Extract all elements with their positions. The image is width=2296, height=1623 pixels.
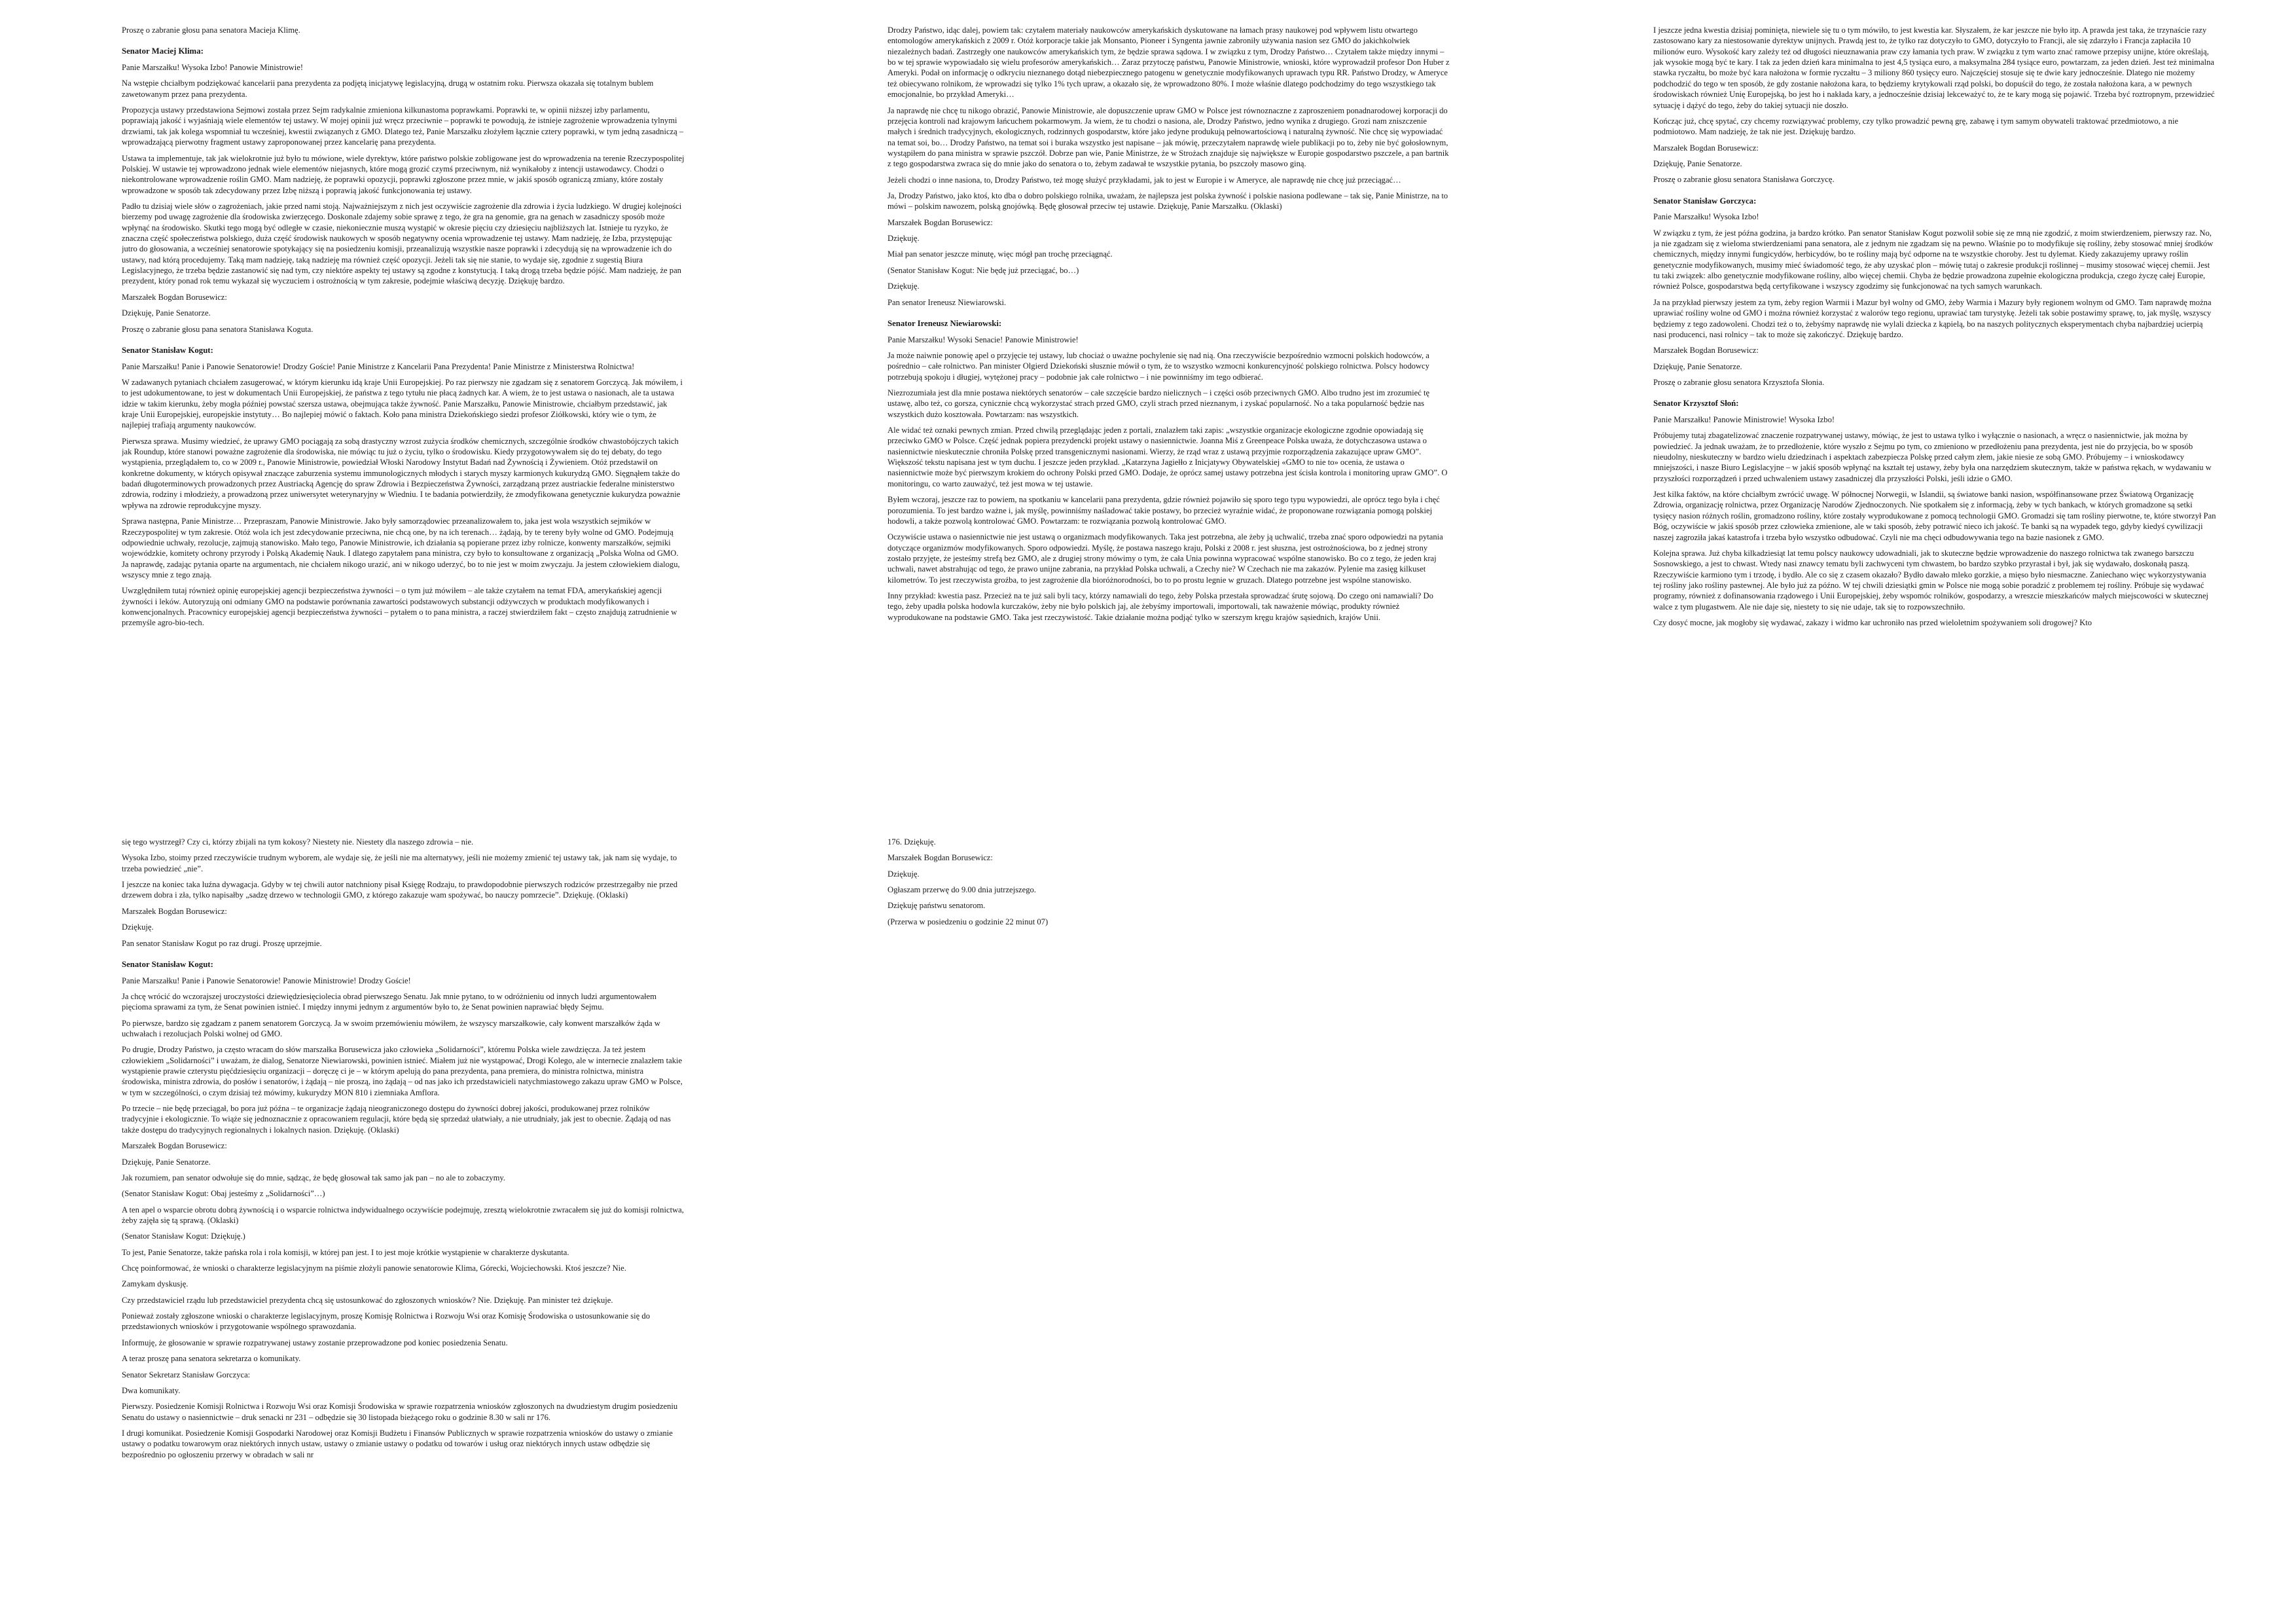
paragraph: Zamykam dyskusję. <box>122 1279 188 1289</box>
page-column-4 <box>122 837 685 1616</box>
page-column-2 <box>888 25 1450 797</box>
paragraph: Miał pan senator jeszcze minutę, więc mógł pan trochę przeciągnąć. <box>888 249 1113 259</box>
paragraph: (Senator Stanisław Kogut: Dziękuję.) <box>122 1231 245 1241</box>
paragraph: Pierwszy. Posiedzenie Komisji Rolnictwa i Rozwoju Wsi oraz Komisji Środowiska w sprawie rozpatrzenia wniosków zgłoszonych na dwudziestym drugim posiedzeniu Senatu do ustawy o nasiennictwie – druk senacki nr 231 – odbędzie się 30 listopada bieżącego roku o godzinie 8.30 w sali nr 176. <box>122 1402 678 1422</box>
paragraph: Panie Marszałku! Panowie Ministrowie! Wysoka Izbo! <box>1653 414 1835 424</box>
speaker-heading: Senator Stanisław Kogut: <box>122 959 213 969</box>
paragraph: To jest, Panie Senatorze, także pańska rola i rola komisji, w której pan jest. I to jest moje krótkie wystąpienie w charakterze dyskutanta. <box>122 1247 569 1257</box>
paragraph: I drugi komunikat. Posiedzenie Komisji Gospodarki Narodowej oraz Komisji Budżetu i Finansów Publicznych w sprawie rozpatrzenia wniosków do ustawy o zmianie ustawy o podatku towarowym oraz niektórych innych ustaw, ustawy o zmianie ustawy o podatku od towarów i usług oraz niektórych innych ustaw odbędzie się bezpośrednio po ogłoszeniu przerwy w obradach w sali nr <box>122 1429 673 1459</box>
paragraph: Panie Marszałku! Wysoka Izbo! <box>1653 212 1759 222</box>
paragraph: Dziękuję, Panie Senatorze. <box>1653 361 1742 371</box>
paragraph: Dwa komunikaty. <box>122 1385 181 1395</box>
paragraph: Dziękuję. <box>888 282 920 291</box>
paragraph: Dziękuję, Panie Senatorze. <box>122 1157 211 1167</box>
paragraph: Jak rozumiem, pan senator odwołuje się do mnie, sądząc, że będę głosował tak samo jak pan – no ale to zobaczymy. <box>122 1173 506 1182</box>
paragraph: Uwzględniłem tutaj również opinię europejskiej agencji bezpieczeństwa żywności – o tym już mówiłem – ale także czytałem na temat FDA, amerykańskiej agencji żywności i leków. Autoryzują oni odmiany GMO na podstawie porównania zawartości podstawowych substancji odżywczych w produktach modyfikowanych i konwencjonalnych. Pracownicy europejskiej agencji bezpieczeństwa żywności – pytałem o to pana ministra, a raczej stwierdziłem fakt – często znajdują zatrudnienie w przemyśle agro-bio-tech. <box>122 586 677 628</box>
paragraph: Ja może naiwnie ponowię apel o przyjęcie tej ustawy, lub chociaż o uważne pochylenie się nad nią. Ona rzeczywiście bezpośrednio wzmocni polskich hodowców, a pośrednio – całe rolnictwo. Pan minister Olgierd Dziekoński słusznie mówił o tym, że to wszystko wzmocni konkurencyjność polskiego rolnictwa. Polscy hodowcy potrzebują spokoju i długiej, wytężonej pracy – podobnie jak całe rolnictwo – i nie powinniśmy im tego odbierać. <box>888 350 1429 382</box>
paragraph: Jeżeli chodzi o inne nasiona, to, Drodzy Państwo, też mogę służyć przykładami, jak to jest w Europie i w Ameryce, ale naprawdę nie chcę już przeciągać… <box>888 175 1401 185</box>
paragraph: (Senator Stanisław Kogut: Nie będę już przeciągać, bo…) <box>888 265 1079 275</box>
page-column-1 <box>122 25 685 797</box>
paragraph: Ogłaszam przerwę do 9.00 dnia jutrzejszego. <box>888 885 1036 895</box>
paragraph: Czy przedstawiciel rządu lub przedstawiciel prezydenta chcą się ustosunkować do zgłoszonych wniosków? Nie. Dziękuję. Pan minister też dziękuje. <box>122 1295 613 1305</box>
paragraph: Pan senator Ireneusz Niewiarowski. <box>888 297 1007 307</box>
paragraph: Padło tu dzisiaj wiele słów o zagrożeniach, jakie przed nami stoją. Najważniejszym z nich jest oczywiście zagrożenie dla zdrowia i życia ludzkiego. W drugiej kolejności bierzemy pod uwagę zagrożenie dla środowiska zwierzęcego. Doskonale zdajemy sobie sprawę z tego, że gra na genomie, gra na genach w zasadniczy sposób może wpłynąć na środowisko. Skutki tego mogą być odległe w czasie, niekoniecznie muszą wystąpić w okresie pięciu czy dziesięciu najbliższych lat. Istnieje tu ryzyko, że znaczna część społeczeństwa polskiego, duża część środowisk naukowych w sposób negatywny ocenia wprowadzenie tej ustawy. Mam nadzieję, że Izba, przystępując jutro do głosowania, a wcześniej senatorowie spotykający się na posiedzeniu komisji, przeanalizują wszystkie nasze poprawki i zdecydują się na wprowadzenie ich do ustawy, nad którą procedujemy. Taką mam nadzieję, taką nadzieję ma również część opozycji. Jeżeli tak się nie stanie, to wydaje się, zgodnie z sugestią Biura Legislacyjnego, że trzeba będzie zastanowić się nad tym, czy niektóre aspekty tej ustawy są zgodne z konstytucją. I taką drogą trzeba będzie pójść. Mam nadzieję, że pan prezydent, który ponad rok temu wykazał się wyczuciem i ostrożnością w tym zakresie, podejmie właściwą decyzję. Dziękuję bardzo. <box>122 201 682 286</box>
paragraph: Byłem wczoraj, jeszcze raz to powiem, na spotkaniu w kancelarii pana prezydenta, gdzie również pojawiło się sporo tego typu wypowiedzi, ale oprócz tego była i chęć porozumienia. To jest bardzo ważne i, jak myślę, powinniśmy naśladować takie postawy, bo przecież wyraźnie widać, że proponowane rozwiązania pomogą polskiej hodowli, a także pozwolą kontrolować GMO. Powtarzam: te rozwiązania pozwolą kontrolować GMO. <box>888 495 1440 526</box>
paragraph: Oczywiście ustawa o nasiennictwie nie jest ustawą o organizmach modyfikowanych. Taka jest potrzebna, ale żeby ją uchwalić, trzeba znać sporo odpowiedzi na pytania dotyczące organizmów modyfikowanych. Sporo odpowiedzi. Myślę, że postawa naszego kraju, Polski z 2008 r. jest słuszna, jest ostrożnościowa, bo z jednej strony zostało przyjęte, że jesteśmy strefą bez GMO, ale z drugiej strony mówimy o tym, że cała Unia powinna wypracować wspólne stanowisko. Bo co z tego, że jeden kraj uchwali, nawet abstrahując od tego, że prawo unijne zabrania, na przykład Polska uchwali, a Czechy nie? W Czechach nie ma zakazów. Pylenie ma zasięg kilkuset kilometrów. To jest rzeczywista groźba, to jest zagrożenie dla bioróżnorodności, bo to po prostu legnie w gruzach. Dlatego potrzebne jest wspólne stanowisko. <box>888 532 1443 585</box>
paragraph: Dziękuję. <box>888 869 920 879</box>
paragraph: Sprawa następna, Panie Ministrze… Przepraszam, Panowie Ministrowie. Jako były samorządowiec przeanalizowałem to, jaka jest wola wszystkich sejmików w Rzeczypospolitej w tym zakresie. Otóż wola ich jest zdecydowanie przeciwna, nie chcą one, by na ich terenach… żądają, by te tereny były wolne od GMO. Podejmują odpowiednie uchwały, rezolucje, zajmują stanowisko. Mało tego, Panowie Ministrowie, ich działania są popierane przez izby rolnicze, konwenty marszałków, sejmiki wojewódzkie, komitety ochrony przyrody i Polską Akademię Nauk. I dlatego zapytałem pana ministra, czy było to konsultowane z organizacją „Polska Wolna od GMO. Ja naprawdę, zadając pytania oparte na argumentach, nie chciałem nikogo urazić, ani w nikogo uderzyć, bo to nie jest w moim zwyczaju. Ja jestem człowiekiem dialogu, wszyscy mnie z tego znają. <box>122 517 680 579</box>
paragraph: Pan senator Stanisław Kogut po raz drugi. Proszę uprzejmie. <box>122 938 322 948</box>
speaker-heading: Senator Krzysztof Słoń: <box>1653 399 1739 409</box>
paragraph: Chcę poinformować, że wnioski o charakterze legislacyjnym na piśmie złożyli panowie senatorowie Klima, Górecki, Wojciechowski. Ktoś jeszcze? Nie. <box>122 1264 626 1273</box>
paragraph: Marszałek Bogdan Borusewicz: <box>888 853 993 863</box>
paragraph: Panie Marszałku! Wysoka Izbo! Panowie Ministrowie! <box>122 62 304 72</box>
paragraph: Proszę o zabranie głosu senatora Krzysztofa Słonia. <box>1653 377 1825 387</box>
paragraph: Marszałek Bogdan Borusewicz: <box>1653 346 1759 356</box>
paragraph: Proszę o zabranie głosu senatora Stanisława Gorczycę. <box>1653 175 1835 185</box>
paragraph: A teraz proszę pana senatora sekretarza o komunikaty. <box>122 1354 301 1364</box>
paragraph: Ja na przykład pierwszy jestem za tym, żeby region Warmii i Mazur był wolny od GMO, żeby Warmia i Mazury były regionem wolnym od GMO. Tam naprawdę można uprawiać rośliny wolne od GMO i można również korzystać z walorów tego regionu, uprawiać tam turystykę. Jeżeli tak sobie postawimy sprawę, to, jak myślę, wszyscy będziemy z tego zadowoleni. Chodzi też o to, żebyśmy naprawdę nie wylali dziecka z kąpielą, bo na naszych politycznych eksperymentach chyba najbardziej ucierpią nasi producenci, nasi rolnicy – tak to może się zakończyć. Dziękuję bardzo. <box>1653 297 2212 339</box>
paragraph: Jest kilka faktów, na które chciałbym zwrócić uwagę. W północnej Norwegii, w Islandii, są światowe banki nasion, współfinansowane przez Światową Organizację Zdrowia, organizację rolnictwa, przez Organizację Narodów Zjednoczonych. Nie spotkałem się z informacją, żeby w tych bankach, w których gromadzone są setki tysięcy nasion różnych roślin, gromadzono rośliny, które zostały wyprodukowane z pomocą technologii GMO. Gromadzi się tam rośliny pierwotne, te, które stworzył Pan Bóg, oczywiście w jakiś sposób przez człowieka zmienione, ale w taki sposób, żeby potrawić nieco ich jakość. Te banki są na wypadek tego, gdyby kiedyś cywilizacji naszej zagroziła jakaś katastrofa i trzeba było wszystko odbudować. Czyli nie ma chęci odbudowywania tego na bazie nasionek z GMO. <box>1653 490 2216 542</box>
paragraph: Senator Sekretarz Stanisław Gorczyca: <box>122 1370 251 1379</box>
paragraph: W zadawanych pytaniach chciałem zasugerować, w którym kierunku idą kraje Unii Europejskiej. Po raz pierwszy nie zgadzam się z senatorem Gorczycą. Jak mówiłem, i to jest udokumentowane, to jest w dokumentach Unii Europejskiej, że państwa z tego tytułu nie płacą żadnych kar. A wiem, że to jest ustawa o nasionach, ale ta ustawa idzie w takim kierunku, żeby mogła później powstać szersza ustawa, obejmująca także żywność. Panie Marszałku, Panowie Ministrowie, chciałbym przedstawić, jak kraje Unii Europejskiej, europejskie instytuty… Bo najlepiej mówić o faktach. Koło pana ministra Dziekońskiego siedzi profesor Ziółkowski, który wie o tym, że najlepiej trafiają argumenty naukowców. <box>122 377 683 430</box>
paragraph: Dziękuję, Panie Senatorze. <box>122 308 211 318</box>
paragraph: Inny przykład: kwestia pasz. Przecież na te już sali byli tacy, którzy namawiali do tego, żeby Polska przestała sprowadzać śrutę sojową. Do czego oni namawiali? Do tego, żeby upadła polska hodowla kurczaków, żeby nie było polskich jaj, ale żebyśmy importowali, importowali, tak naważenie mówiąc, produkty również wyprodukowane na podstawie GMO. Taka jest rzeczywistość. Takie działanie można podjąć tylko w szerszym kręgu krajów sąsiednich, krajów Unii. <box>888 591 1433 622</box>
paragraph: Panie Marszałku! Wysoki Senacie! Panowie Ministrowie! <box>888 335 1079 344</box>
paragraph: Próbujemy tutaj zbagatelizować znaczenie rozpatrywanej ustawy, mówiąc, że jest to ustawa tylko i wyłącznie o nasionach, a wręcz o nasiennictwie, jak można by powiedzieć. Ja jednak uważam, że to przedłożenie, które wyszło z Sejmu po tym, co zmieniono w przedłożeniu pana prezydenta, jest nie do przyjęcia, bo w sposób nieudolny, nieskuteczny w bardzo wielu dziedzinach i aspektach zabezpiecza Polskę przed całym złem, jakie niesie ze sobą GMO. Próbujemy – i wnioskodawcy mniejszości, i nasze Biuro Legislacyjne – w jakiś sposób wpłynąć na kształt tej ustawy, żeby była ona narzędziem skutecznym, także w państwa rękach, w wydawaniu w przyszłości rozporządzeń i przed uchwaleniem ustawy zasadniczej dla przyszłości Polski, jeśli idzie o GMO. <box>1653 431 2212 483</box>
page-column-5 <box>888 837 1450 1099</box>
paragraph: Proszę o zabranie głosu pana senatora Macieja Klimę. <box>122 26 300 35</box>
paragraph: (Senator Stanisław Kogut: Obaj jesteśmy z „Solidarności”…) <box>122 1189 325 1199</box>
paragraph: Ja naprawdę nie chcę tu nikogo obrazić, Panowie Ministrowie, ale dopuszczenie upraw GMO w Polsce jest równoznaczne z zaproszeniem ponadnarodowej korporacji do przejęcia kontroli nad krajowym łańcuchem pokarmowym. Ja wiem, że tu chodzi o nasiona, ale, Drodzy Państwo, jedno wynika z drugiego. Grozi nam zniszczenie małych i średnich tradycyjnych, ekologicznych, rodzinnych gospodarstw, które jako jedyne produkują pełnowartościową i naturalną żywność. Nie chcę się wypowiadać na temat soi, bo… Drodzy Państwo, na temat soi i buraka wszystko jest napisane – jak mówię, przeczytałem naprawdę wiele publikacji po to, żeby nie być gołosłownym, wystąpiłem do pana ministra w sprawie pszczół. Dobrze pan wie, Panie Ministrze, że w Strożach znajduje się największe w Europie gospodarstwo pszczele, a pan bartnik z tego gospodarstwa zwraca się do mnie jako do senatora o to, żebym zadawał te wszystkie pytania, bo pszczoły masowo giną. <box>888 105 1449 169</box>
paragraph: Kolejna sprawa. Już chyba kilkadziesiąt lat temu polscy naukowcy udowadniali, jak to skuteczne będzie wprowadzenie do naszego rolnictwa tak zwanego barszczu Sosnowskiego, a jest to chwast. Wtedy nasi znawcy tematu byli zachwyceni tym chwastem, bo bardzo szybko przyrastał i był, jak się wydawało, doskonałą paszą. Rzeczywiście karmiono tym i trzodę, i bydło. Ale co się z czasem okazało? Bydło dawało mleko gorzkie, a mięso było niesmaczne. Zaniechano więc wykorzystywania tej rośliny jako rośliny pastewnej. Ale było już za późno. W tej chwili dziesiątki gmin w Polsce nie mogą sobie poradzić z problemem tej rośliny. Próbuje się wydawać programy, również z dofinansowania rządowego i Unii Europejskiej, żeby wspomóc rolników, gospodarzy, a wreszcie mieszkańców małych miejscowości w skutecznej walce z tym plugastwem. Ale nie daje się, niestety to się nie udaje, tak się to rozpowszechniło. <box>1653 548 2209 611</box>
paragraph: Dziękuję. <box>122 922 154 932</box>
paragraph: Ustawa ta implementuje, tak jak wielokrotnie już było tu mówione, wiele dyrektyw, które państwo polskie zobligowane jest do wprowadzenia na terenie Rzeczypospolitej Polskiej. W ustawie tej wprowadzono jednak wiele elementów niejasnych, które mogą grozić czymś przeciwnym, niż wynikałoby z intencji ustawodawcy. Chodzi o niekontrolowane wprowadzenie roślin GMO. Mam nadzieję, że poprawki opozycji, poprawki zgłoszone przez mnie, w jakiś sposób ograniczą zmiany, które zostały wprowadzone w sposób tak zdecydowany przez Izbę niższą i poprawią jakość funkcjonowania tej ustawy. <box>122 153 685 195</box>
paragraph: Panie Marszałku! Panie i Panowie Senatorowie! Drodzy Goście! Panie Ministrze z Kancelarii Pana Prezydenta! Panie Ministrze z Ministerstwa Rolnictwa! <box>122 361 635 371</box>
paragraph: się tego wystrzegł? Czy ci, którzy zbijali na tym kokosy? Niestety nie. Niestety dla naszego zdrowia – nie. <box>122 837 474 847</box>
paragraph: 176. Dziękuję. <box>888 837 936 847</box>
page-column-3 <box>1653 25 2216 797</box>
paragraph: Ja chcę wrócić do wczorajszej uroczystości dziewiędziesięciolecia obrad pierwszego Senatu. Jak mnie pytano, to w odróżnieniu od innych ludzi argumentowałem pięcioma sprawami za tym, że Senat powinien istnieć. I między innymi jednym z argumentów było to, że Senat powinien naprawiać błędy Sejmu. <box>122 991 657 1012</box>
paragraph: Proszę o zabranie głosu pana senatora Stanisława Koguta. <box>122 324 314 334</box>
paragraph: Dziękuję. <box>888 234 920 244</box>
paragraph: I jeszcze na koniec taka luźna dywagacja. Gdyby w tej chwili autor natchniony pisał Księgę Rodzaju, to prawdopodobnie pierwszych rodziców przestrzegałby nie przed drzewem dobra i zła, tylko napisałby „sadzę drzewo w technologii GMO, z którego zakazuje wam spożywać, bo nauczy pomrzecie”. Dziękuję. (Oklaski) <box>122 880 678 900</box>
paragraph: Panie Marszałku! Panie i Panowie Senatorowie! Panowie Ministrowie! Drodzy Goście! <box>122 976 411 985</box>
paragraph: Ponieważ zostały zgłoszone wnioski o charakterze legislacyjnym, proszę Komisję Rolnictwa i Rozwoju Wsi oraz Komisję Środowiska o ustosunkowanie się do przedstawionych wniosków i przygotowanie wspólnego sprawozdania. <box>122 1311 650 1332</box>
paragraph: Ja, Drodzy Państwo, jako ktoś, kto dba o dobro polskiego rolnika, uważam, że najlepsza jest polska żywność i polskie nasiona podlewane – tak się, Panie Ministrze, na to mówi – polskim nawozem, polską gnojówką. Będę głosował przeciw tej ustawie. Dziękuję, Panie Marszałku. (Oklaski) <box>888 191 1448 211</box>
paragraph: Czy dosyć mocne, jak mogłoby się wydawać, zakazy i widmo kar uchroniło nas przed wieloletnim spożywaniem soli drogowej? Kto <box>1653 618 2092 628</box>
speaker-heading: Senator Maciej Klima: <box>122 46 204 56</box>
paragraph: Wysoka Izbo, stoimy przed rzeczywiście trudnym wyborem, ale wydaje się, że jeśli nie ma alternatywy, jeśli nie możemy zmienić tej ustawy tak, jak nam się wydaje, to trzeba powiedzieć „nie”. <box>122 853 677 873</box>
paragraph: I jeszcze jedna kwestia dzisiaj pominięta, niewiele się tu o tym mówiło, to jest kwestia kar. Słyszałem, że kar jeszcze nie było itp. A prawda jest taka, że trzynaście razy zastosowano kary za niestosowanie dyrektyw unijnych. Prawdą jest to, że tylko raz dotyczyło to GMO, dotyczyło to Francji, ale się zdarzyło i Francja zapłaciła 10 milionów euro. Wysokość kary zależy też od długości nieuznawania praw czy łamania tych praw. W związku z tym warto znać ramowe przepisy unijne, które określają, jak wysokie mogą być te kary. I tak za jeden dzień kara minimalna to jest 4,5 tysiąca euro, a maksymalna 284 tysiące euro, powtarzam, za jeden dzień. Jest też minimalna stawka ryczałtu, bo może być kara nałożona w formie ryczałtu – 3 miliony 860 tysięcy euro. Najczęściej stosuje się te dwie kary jednocześnie. Dlatego nie możemy podchodzić do tego w ten sposób, że gdy zostanie nałożona kara, to będziemy krytykowali rząd polski, bo dopuścił do tego, że została nałożona kara, a w pewnych środowiskach również Unię Europejską, bo jest ho i nakłada kary, a jednocześnie dzisiaj lekceważyć to, że te kary mogą się pojawić. Trzeba być roztropnym, przewidzieć sytuację i dążyć do tego, żeby do takiej sytuacji nie doszło. <box>1653 26 2215 110</box>
paragraph: Po trzecie – nie będę przeciągał, bo pora już późna – te organizacje żądają nieograniczonego dostępu do żywności dobrej jakości, produkowanej przez rolników tradycyjnie i ekologicznie. To wiąże się jednoznacznie z opracowaniem regulacji, które będą się sprzedaż ułatwiały, a nie utrudniały, jak jest to obecnie. Żądają od nas także dostępu do tradycyjnych regionalnych i lokalnych nasion. Dziękuję. (Oklaski) <box>122 1104 671 1135</box>
paragraph: A ten apel o wsparcie obrotu dobrą żywnością i o wsparcie rolnictwa indywidualnego oczywiście podejmuję, zresztą wielokrotnie zwracałem się już do komisji rolnictwa, żeby zajęła się tą sprawą. (Oklaski) <box>122 1205 684 1225</box>
paragraph: Marszałek Bogdan Borusewicz: <box>1653 143 1759 153</box>
paragraph: Marszałek Bogdan Borusewicz: <box>122 292 227 302</box>
speaker-heading: Senator Stanisław Kogut: <box>122 345 213 355</box>
paragraph: Marszałek Bogdan Borusewicz: <box>122 906 227 916</box>
paragraph: Dziękuję, Panie Senatorze. <box>1653 158 1742 168</box>
paragraph: W związku z tym, że jest późna godzina, ja bardzo krótko. Pan senator Stanisław Kogut pozwolił sobie się ze mną nie zgodzić, z moim stwierdzeniem, pierwszy raz. No, ja nie zgadzam się z wieloma stwierdzeniami pana senatora, ale z jednym nie zgadzam się na pewno. Właśnie po to modyfikuje się rośliny, żeby stosować mniej środków chemicznych, między innymi fungicydów, herbicydów, bo te rośliny mają być odporne na te wszystkie choroby. Jest tu dylemat. Kiedy zakazujemy uprawy roślin genetycznie modyfikowanych, musimy mieć świadomość tego, że aby uzyskać plon – mówię tutaj o zakresie produkcji roślinnej – musimy stosować więcej chemii. Jest tu taki związek: albo genetycznie modyfikowane rośliny, albo więcej chemii. Chyba że będzie prowadzona zupełnie ekologiczna produkcja, czego życzę całej Europie, również Polsce, gospodarstwa będą certyfikowane i wszyscy zgodzimy się funkcjonować na tych samych warunkach. <box>1653 228 2214 291</box>
paragraph: Informuję, że głosowanie w sprawie rozpatrywanej ustawy zostanie przeprowadzone pod koniec posiedzenia Senatu. <box>122 1338 508 1347</box>
paragraph: Dziękuję państwu senatorom. <box>888 901 986 911</box>
speaker-heading: Senator Stanisław Gorczyca: <box>1653 196 1757 206</box>
paragraph: Na wstępie chciałbym podziękować kancelarii pana prezydenta za podjętą inicjatywę legislacyjną, drugą w ostatnim roku. Pierwsza okazała się totalnym bublem zawetowanym przez pana prezydenta. <box>122 79 654 99</box>
paragraph: Pierwsza sprawa. Musimy wiedzieć, że uprawy GMO pociągają za sobą drastyczny wzrost zużycia środków chemicznych, szczególnie środków chwastobójczych takich jak Roundup, które stanowi poważne zagrożenie dla środowiska, nie mówiąc tu już o życiu, tylko o środowisku. Kiedy przygotowywałem się do tej debaty, do tego wystąpienia, przeglądałem to, co w 2009 r., Panowie Ministrowie, powiedział Włoski Narodowy Instytut Badań nad Żywnością i Żywieniem. Otóż przedstawił on konkretne dokumenty, w których opisywał znaczące zaburzenia systemu immunologicznych młodych i starych myszy karmionych kukurydzą GMO. Sięgnąłem także do badań długoterminowych prowadzonych przez Austriacką Agencję do spraw Zdrowia i Bezpieczeństwa Żywności, zarządzaną przez austriackie federalne ministerstwo zdrowia, rodziny i młodzieży, a prowadzoną przez uniwersytet weterynaryjny w Wiedniu. I te badania potwierdziły, że zmodyfikowana genetycznie kukurydza poważnie wpływa na zdrowie reprodukcyjne myszy. <box>122 436 681 510</box>
paragraph: Ale widać też oznaki pewnych zmian. Przed chwilą przeglądając jeden z portali, znalazłem taki zapis: „wszystkie organizacje ekologiczne zgodnie opowiadają się przeciwko GMO w Polsce. Część jednak popiera prezydencki projekt ustawy o nasiennictwie. Joanna Miś z Greenpeace Polska uważa, że dotychczasowa ustawa o nasiennictwie nieskutecznie chroniła Polskę przed transgenicznymi nasionami. Wierzy, że rząd wraz z ustawą przyjmie rozporządzenia zakazujące upraw GMO”. Większość tekstu napisana jest w tym duchu. I jeszcze jeden przykład. „Katarzyna Jagiełło z Inicjatywy Obywatelskiej «GMO to nie to» ocenia, że ustawa o nasiennictwie może być pierwszym krokiem do ochrony Polski przed GMO. Dodaje, że oprócz samej ustawy potrzebna jest ścisła kontrola i monitoring upraw GMO”. O monitoringu, co warto zauważyć, też jest mowa w tej ustawie. <box>888 426 1448 488</box>
paragraph: Niezrozumiała jest dla mnie postawa niektórych senatorów – całe szczęście bardzo nielicznych – i części osób przeciwnych GMO. Albo trudno jest im zrozumieć tę ustawę, albo też, co gorsza, cynicznie chcą wykorzystać strach przed GMO, czyli strach przed nieznanym, i zyskać popularność. No a taka popularność będzie nas wszystkich dużo kosztowała. Powtarzam: nas wszystkich. <box>888 388 1430 419</box>
paragraph: Kończąc już, chcę spytać, czy chcemy rozwiązywać problemy, czy tylko prowadzić pewną grę, zabawę i tym samym obywateli traktować przedmiotowo, a nie podmiotowo. Mam nadzieję, że tak nie jest. Dziękuję bardzo. <box>1653 116 2179 137</box>
speaker-heading: Senator Ireneusz Niewiarowski: <box>888 318 1002 328</box>
paragraph: Propozycja ustawy przedstawiona Sejmowi została przez Sejm radykalnie zmieniona kilkunastoma poprawkami. Poprawki te, w opinii niższej izby parlamentu, poprawiają jakość i wyjaśniają wiele elementów tej ustawy. W mojej opinii już wręcz przeciwnie – poprawki te powodują, że istnieje zagrożenie wprowadzenia tylnymi drzwiami, tak jak kolega wspomniał tu wcześniej, kwestii związanych z GMO. Dlatego też, Panie Marszałku złożyłem łącznie cztery poprawki, w tym jedną zasadniczą – wprowadzającą pierwotny fragment ustawy zaproponowanej przez kancelarię pana prezydenta. <box>122 105 684 147</box>
paragraph: (Przerwa w posiedzeniu o godzinie 22 minut 07) <box>888 917 1049 926</box>
paragraph: Po drugie, Drodzy Państwo, ja często wracam do słów marszałka Borusewicza jako człowieka „Solidarności”, któremu Polska wiele zawdzięcza. Ja też jestem człowiekiem „Solidarności” i uważam, że dialog, Senatorze Niewiarowski, powinien istnieć. Miałem już nie wystąpować, Drogi Kolego, ale w internecie znalazłem takie wystąpienie prawie czterystu pięćdziesięciu organizacji – doręczę ci je – w którym apelują do pana prezydenta, pana premiera, do ministra rolnictwa, ministra środowiska, ministra zdrowia, do posłów i senatorów, i żądają – nie proszą, ino żądają – od nas jako ich przedstawicieli natychmiastowego zakazu upraw GMO w Polsce, w tym w szczególności, o czym dzisiaj też mówimy, kukurydzy MON 810 i ziemniaka Amflora. <box>122 1045 683 1097</box>
paragraph: Po pierwsze, bardzo się zgadzam z panem senatorem Gorczycą. Ja w swoim przemówieniu mówiłem, że wszyscy marszałkowie, cały konwent marszałków żąda w uchwałach i rezolucjach Polski wolnej od GMO. <box>122 1018 660 1038</box>
paragraph: Drodzy Państwo, idąc dalej, powiem tak: czytałem materiały naukowców amerykańskich dyskutowane na łamach prasy naukowej pod wpływem listu otwartego entomologów amerykańskich z 2009 r. Otóż korporacje takie jak Monsanto, Pioneer i Syngenta jawnie zabroniły używania nasion sez GMO do jakichkolwiek niezależnych badań. Zastrzegły one naukowców amerykańskich tym, że będzie sprawa sądowa. I w związku z tym, Drodzy Państwo… Czytałem także między innymi – bo w tej sprawie wypowiadało się wielu profesorów amerykańskich… Zaraz przytoczę państwu, Panowie Ministrowie, wnioski, które wyprowadził profesor Don Huber z Ameryki. Podał on informację o odkryciu nieznanego dotąd niebezpiecznego patogenu w genetycznie modyfikowanych uprawach typu RR. Państwo Drodzy, w Ameryce też obiecywano rolnikom, że wprowadzi się tylko 1% tych upraw, a okazało się, że wprowadzono 80%. I może właśnie dlatego podchodzimy do tego wszystkiego tak emocjonalnie, bo przykład Ameryki… <box>888 26 1450 100</box>
paragraph: Marszałek Bogdan Borusewicz: <box>122 1141 227 1151</box>
paragraph: Marszałek Bogdan Borusewicz: <box>888 217 993 227</box>
